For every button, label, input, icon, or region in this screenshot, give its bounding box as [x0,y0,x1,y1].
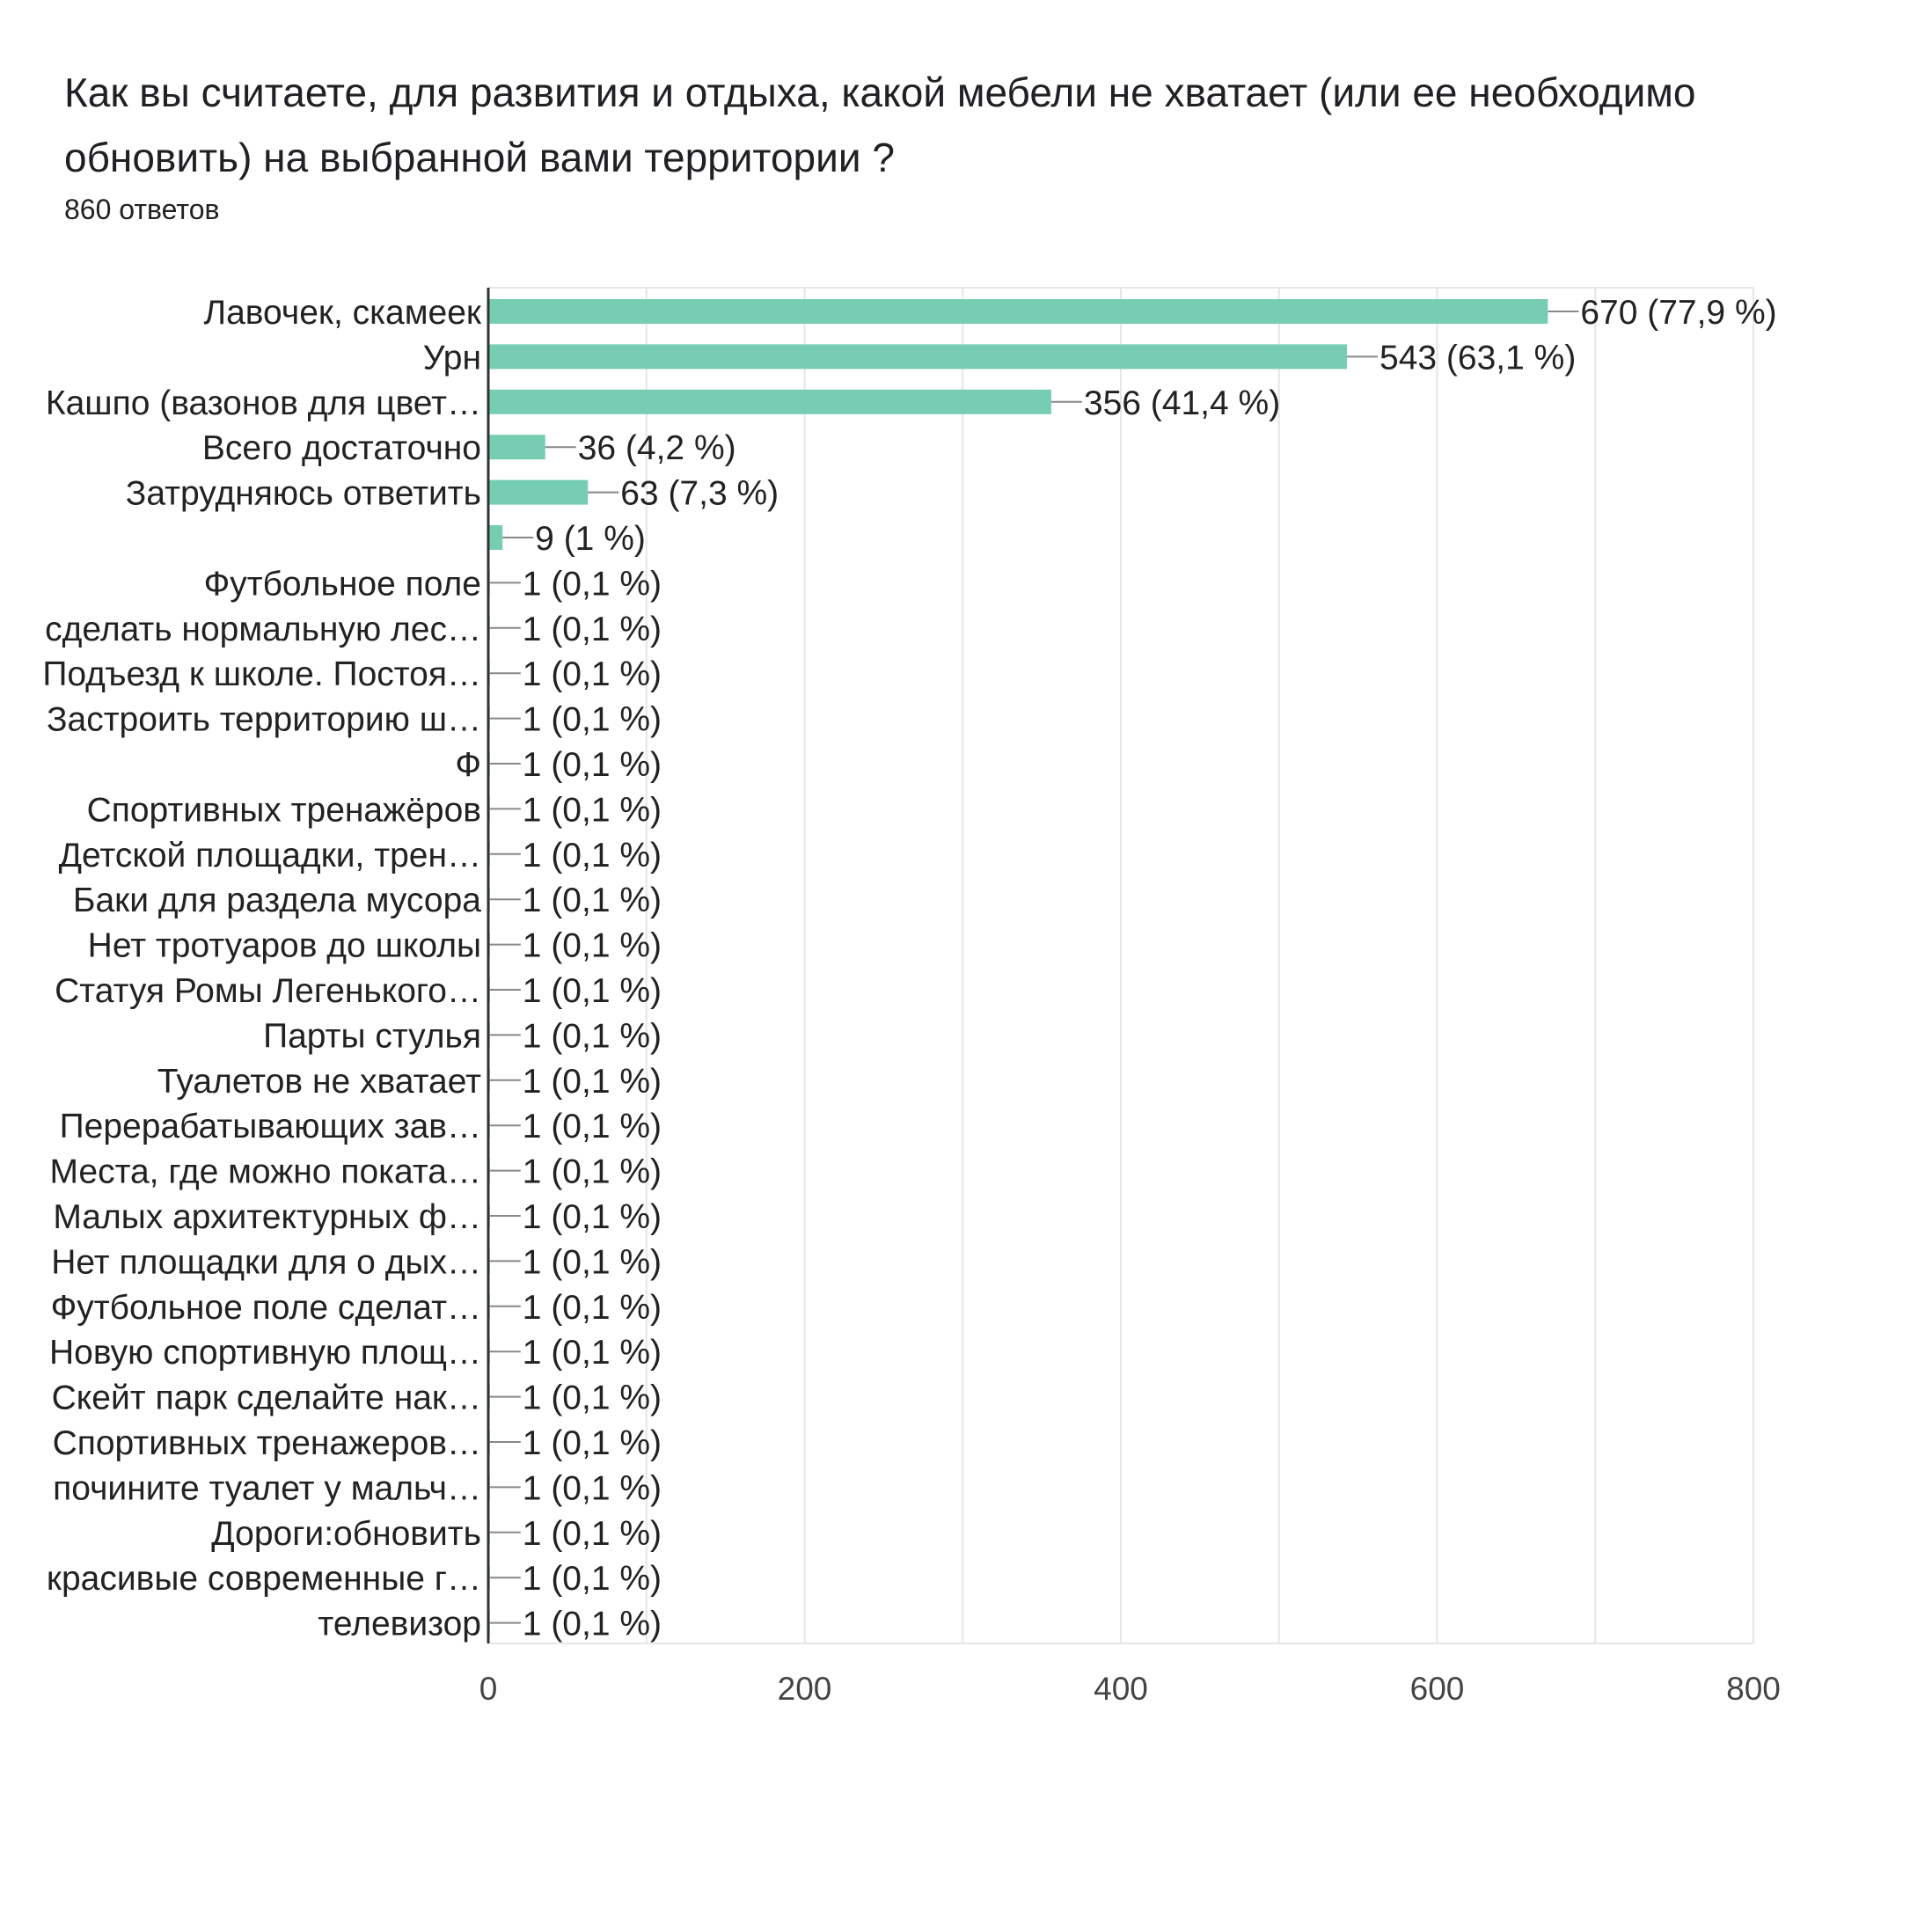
category-label: Дороги:обновить [211,1514,481,1553]
x-tick-label: 200 [777,1671,832,1707]
bar [488,390,1051,414]
x-tick-label: 600 [1409,1671,1465,1707]
category-label: Парты стулья [263,1017,481,1056]
category-label: Урн [422,339,481,377]
value-label: 1 (0,1 %) [522,926,662,965]
category-label: Малых архитектурных ф… [53,1198,481,1236]
category-label: Нет площадки для о дых… [51,1243,481,1282]
category-label: сделать нормальную лес… [45,610,481,648]
category-label: Застроить территорию ш… [46,700,481,739]
category-label: Баки для раздела мусора [72,882,481,920]
x-tick-label: 400 [1094,1671,1148,1707]
response-count: 860 ответов [64,194,220,225]
value-label: 356 (41,4 %) [1083,384,1281,422]
category-label: Футбольное поле [203,565,481,604]
value-label: 1 (0,1 %) [522,746,662,784]
category-label: Новую спортивную площ… [48,1334,481,1372]
value-label: 1 (0,1 %) [522,655,662,694]
category-label: Статуя Ромы Легенького… [55,972,481,1010]
category-label: Детской площадки, трен… [58,836,481,875]
value-label: 1 (0,1 %) [522,791,662,830]
value-label: 1 (0,1 %) [522,1514,662,1553]
x-tick-label: 0 [479,1671,498,1707]
value-label: 1 (0,1 %) [522,1017,662,1056]
value-label: 1 (0,1 %) [522,1424,662,1462]
value-label: 1 (0,1 %) [522,1153,662,1191]
category-label: Спортивных тренажеров… [52,1424,481,1462]
value-label: 1 (0,1 %) [522,836,662,875]
value-label: 1 (0,1 %) [522,1334,662,1372]
value-label: 1 (0,1 %) [522,1605,662,1643]
value-label: 1 (0,1 %) [522,1560,662,1599]
value-label: 63 (7,3 %) [620,474,779,513]
value-label: 1 (0,1 %) [522,1062,662,1101]
value-label: 1 (0,1 %) [522,700,662,739]
bar [488,344,1347,369]
category-label: Кашпо (вазонов для цвет… [45,384,481,422]
category-label: Нет тротуаров до школы [87,926,481,965]
value-label: 1 (0,1 %) [522,1108,662,1146]
value-label: 670 (77,9 %) [1580,294,1777,332]
category-label: Туалетов не хватает [157,1062,481,1101]
category-label: телевизор [318,1605,481,1643]
category-label: Спортивных тренажёров [86,791,481,830]
value-label: 543 (63,1 %) [1379,339,1577,377]
category-label: Места, где можно поката… [49,1153,481,1191]
value-label: 1 (0,1 %) [522,1198,662,1236]
question-title: Как вы считаете, для развития и отдыха, какой мебели не хватает (или ее необходимо обновить) на выбранной вами территории ? [64,70,1696,180]
labels [42,294,1781,1707]
value-label: 1 (0,1 %) [522,972,662,1010]
value-label: 1 (0,1 %) [522,610,662,648]
category-label: Подъезд к школе. Постоя… [42,655,481,694]
bar [488,435,545,459]
x-tick-label: 800 [1726,1671,1781,1707]
value-label: 1 (0,1 %) [522,1243,662,1282]
category-label: Лавочек, скамеек [203,294,481,332]
value-label: 1 (0,1 %) [522,1288,662,1327]
category-label: красивые современные г… [46,1560,481,1599]
bar [488,480,588,505]
value-label: 1 (0,1 %) [522,882,662,920]
category-label: Перерабатывающих зав… [59,1108,481,1146]
value-label: 1 (0,1 %) [522,565,662,604]
value-label: 1 (0,1 %) [522,1469,662,1508]
category-label: Футбольное поле сделат… [50,1288,481,1327]
category-label: Ф [455,746,481,784]
category-label: Скейт парк сделайте нак… [51,1379,481,1417]
category-label: почините туалет у мальч… [53,1469,481,1508]
bar [488,299,1548,324]
bar [488,525,502,550]
value-label: 1 (0,1 %) [522,1379,662,1417]
category-label: Затрудняюсь ответить [125,474,481,513]
category-label: Всего достаточно [201,429,481,468]
value-label: 9 (1 %) [535,520,646,558]
value-label: 36 (4,2 %) [577,429,736,468]
